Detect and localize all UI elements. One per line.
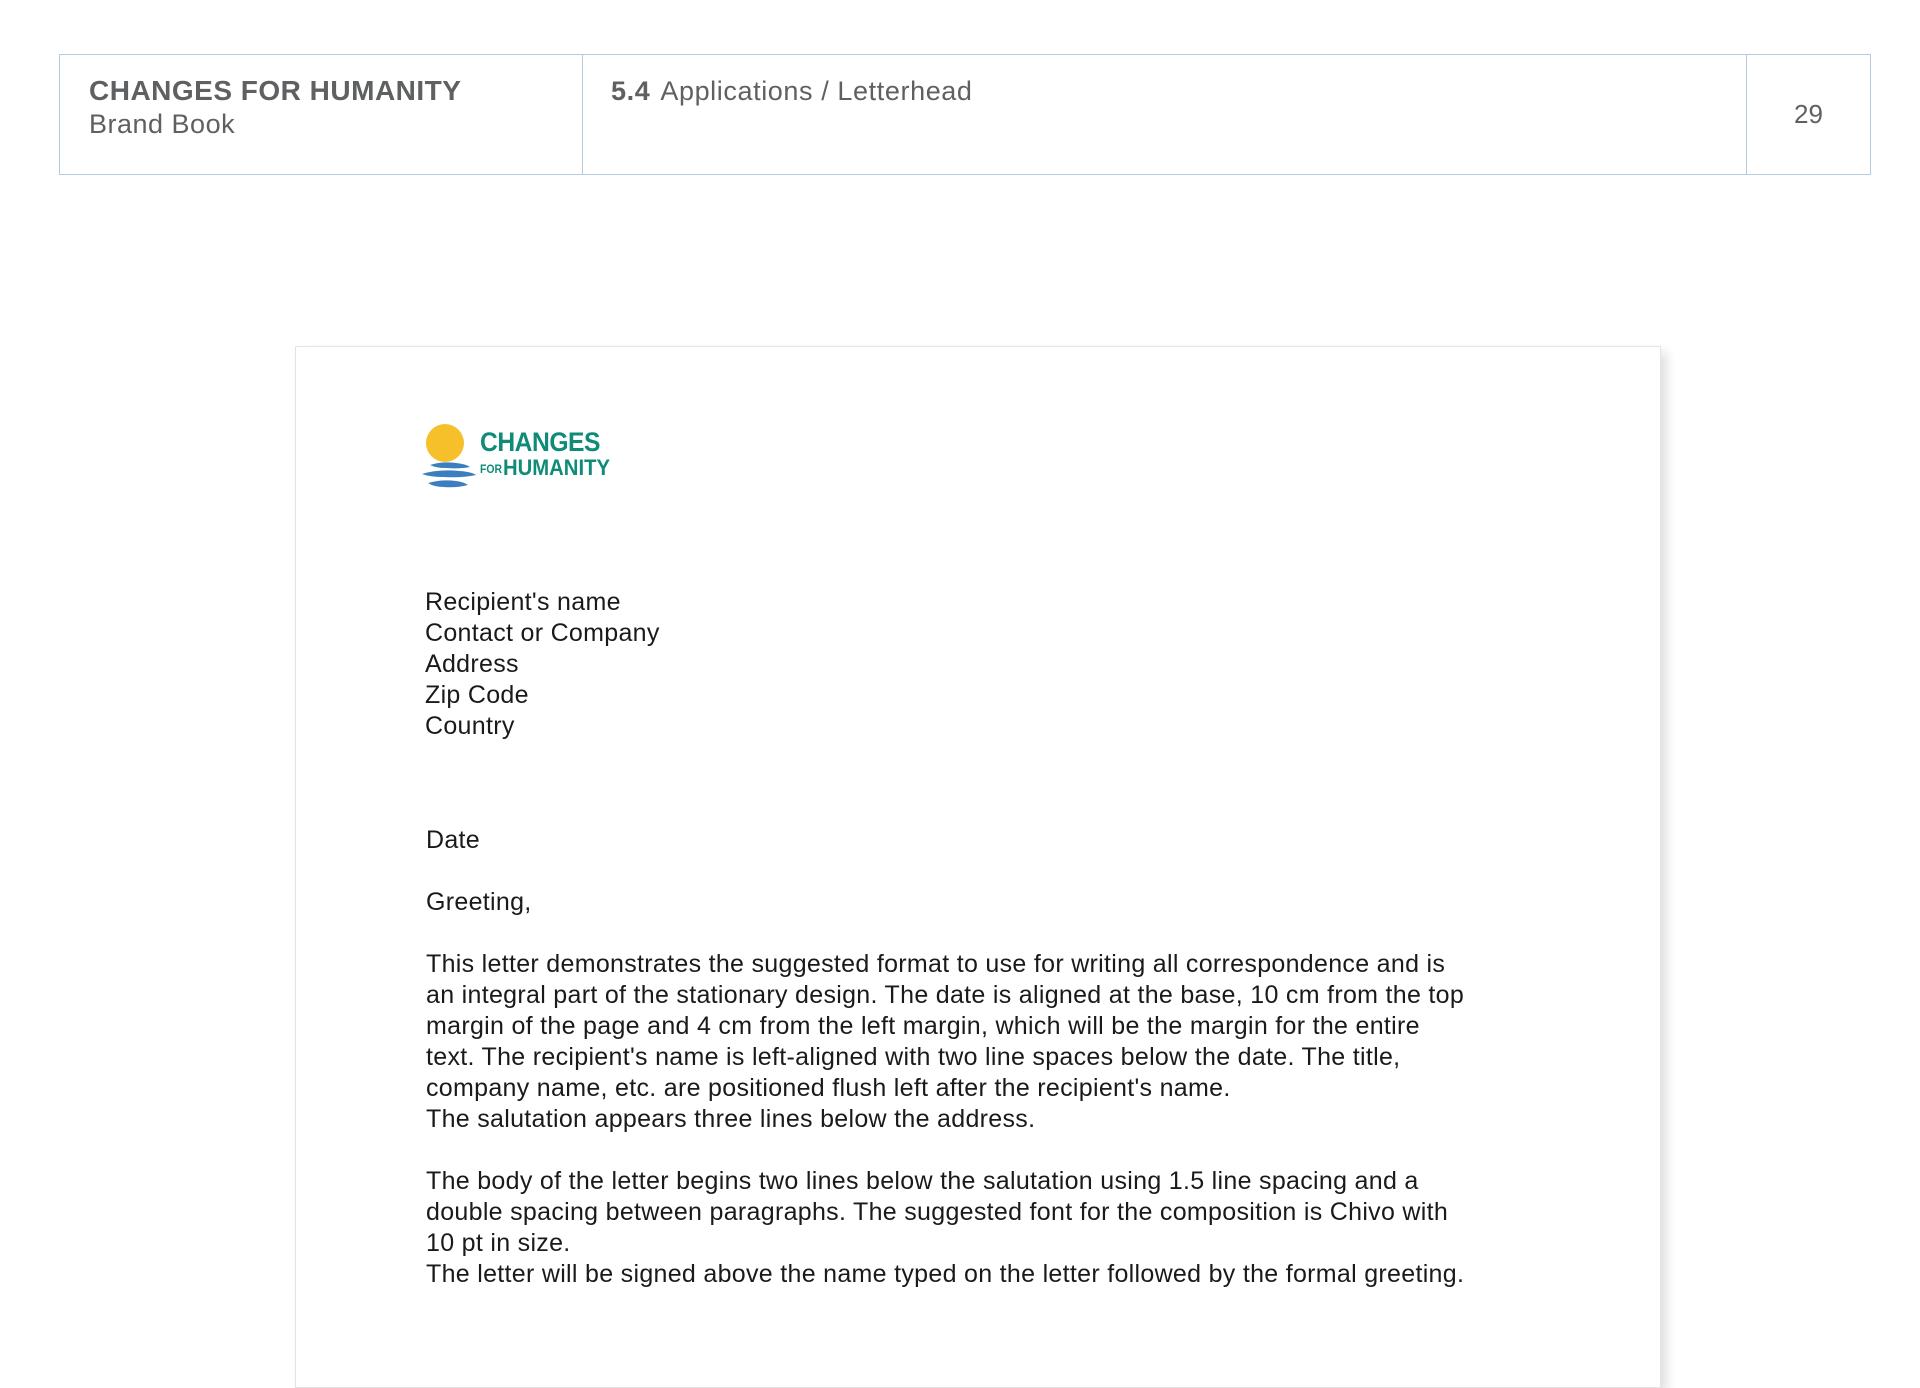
recipient-company: Contact or Company — [425, 619, 660, 647]
page-header — [59, 54, 1871, 175]
letter-body — [426, 949, 1566, 1321]
logo-text-line1: CHANGES — [480, 427, 600, 457]
letter-date: Date — [426, 826, 481, 854]
sun-icon — [426, 424, 464, 462]
recipient-country: Country — [425, 712, 515, 740]
brand-logo — [416, 421, 616, 491]
water-wave-icon — [430, 462, 470, 468]
recipient-zip: Zip Code — [425, 681, 529, 709]
logo-text-for: FOR — [480, 462, 503, 476]
page-number: 29 — [1794, 99, 1823, 129]
logo-text-line2: HUMANITY — [503, 455, 611, 480]
logo-mark — [416, 421, 616, 491]
water-wave-icon — [422, 470, 476, 477]
recipient-name: Recipient's name — [425, 588, 621, 616]
letter-greeting: Greeting, — [426, 888, 532, 916]
brand-subtitle: Brand Book — [89, 109, 236, 139]
brand-title: CHANGES FOR HUMANITY — [89, 75, 462, 106]
recipient-address: Address — [425, 650, 519, 678]
body-paragraph: This letter demonstrates the suggested format to use for writing all correspondence and is an integral part of the stationary design. The date is aligned at the base, 10 cm from the top margin of the page and 4 cm from the left margin, which will be the margin for the entire text. The recipient's name is left-aligned with two line spaces below the date. The title, company name, etc. are positioned flush left after the recipient's name. The salutation appears three lines below the address. — [426, 950, 1465, 1133]
recipient-block — [425, 587, 660, 742]
water-wave-icon — [428, 480, 468, 487]
letterhead-sheet — [295, 346, 1661, 1388]
body-paragraph: The body of the letter begins two lines below the salutation using 1.5 line spacing and a double spacing between paragraphs. The suggested font for the composition is Chivo with 10 pt in size. The letter will be signed above the name typed on the letter followed by the formal greeting. — [426, 1167, 1465, 1288]
brand-cell — [60, 55, 583, 174]
section-title: Applications / Letterhead — [660, 76, 973, 106]
section-number: 5.4 — [611, 76, 651, 106]
section-cell — [583, 55, 1747, 174]
